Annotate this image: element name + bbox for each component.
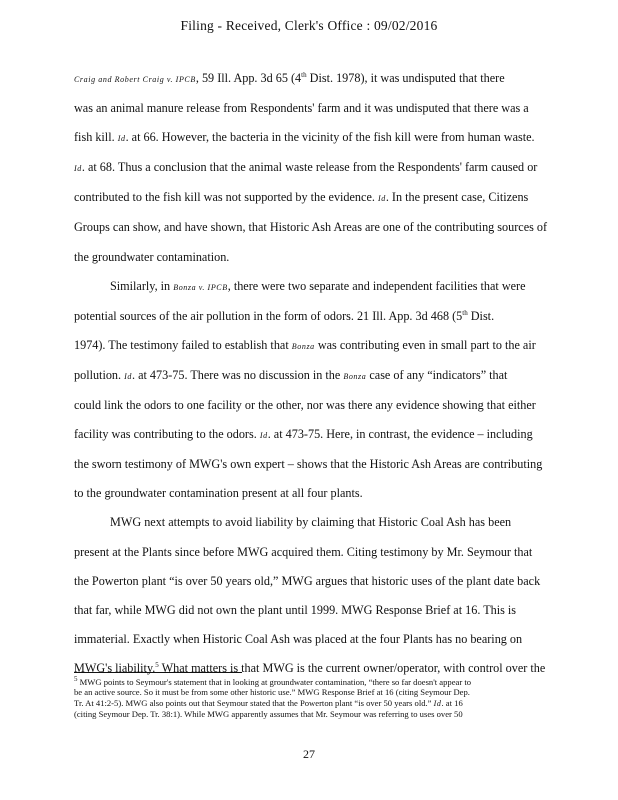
text-run: Tr. At 41:2-5). MWG also points out that Seymour stated that the Powerton plant “is over 50 years old.” — [74, 697, 434, 708]
text-run: . at 68. Thus a conclusion that the animal waste release from the Respondents' farm caused or — [81, 160, 538, 175]
text-run: Dist. — [467, 308, 495, 323]
body-line — [74, 183, 600, 213]
body-line — [74, 302, 600, 331]
body-line — [74, 479, 600, 508]
text-run: fish kill. — [74, 130, 118, 145]
text-run: , 59 Ill. App. 3d 65 (4 — [195, 71, 302, 85]
text-run: immaterial. Exactly when Historic Coal Ash was placed at the four Plants has no bearing on — [74, 631, 523, 646]
citation-text: Bonza — [291, 341, 315, 351]
text-run: the groundwater contamination. — [74, 249, 230, 264]
citation-text: Id — [377, 194, 386, 204]
footnote-line — [74, 687, 600, 697]
text-run: Dist. 1978), it was undisputed that there — [306, 71, 505, 85]
text-run: MWG points to Seymour's statement that in looking at groundwater contamination, “there so far doesn't appear to — [77, 677, 472, 687]
body-line — [74, 64, 600, 94]
body-line — [74, 153, 600, 183]
footnote-line — [74, 709, 600, 719]
text-run: pollution. — [74, 367, 125, 382]
body-line — [74, 213, 600, 242]
text-run: MWG's liability. — [74, 660, 156, 675]
text-run: to the groundwater contamination present at all four plants. — [74, 486, 363, 501]
text-run: MWG next attempts to avoid liability by claiming that Historic Coal Ash has been — [110, 515, 512, 530]
footnote-line — [74, 698, 600, 709]
citation-text: Id — [433, 698, 442, 708]
text-run: Similarly, in — [110, 278, 174, 293]
body-line — [74, 508, 600, 537]
footnote-rule — [74, 672, 242, 673]
text-run: could link the odors to one facility or the other, nor was there any evidence showing that either — [74, 398, 536, 413]
footnote — [74, 677, 600, 720]
body-text — [74, 64, 600, 683]
body-line — [74, 625, 600, 654]
body-line — [74, 567, 600, 596]
page-number: 27 — [303, 747, 315, 761]
citation-text: Bonza — [343, 371, 367, 381]
body-line — [74, 243, 600, 272]
text-run: present at the Plants since before MWG acquired them. Citing testimony by Mr. Seymour that — [74, 544, 533, 559]
text-run: was contributing even in small part to the air — [314, 337, 536, 352]
footnote-number: 5 — [74, 675, 78, 684]
text-run: . at 473-75. There was no discussion in the — [131, 367, 344, 382]
filing-header: Filing - Received, Clerk's Office : 09/02/2016 — [180, 18, 438, 33]
body-line — [74, 391, 600, 420]
footnote-line — [74, 677, 600, 687]
citation-text: Id — [117, 134, 126, 144]
body-line — [74, 331, 600, 361]
text-run: . at 473-75. Here, in contrast, the evidence – including — [267, 427, 533, 442]
text-run: , there were two separate and independent facilities that were — [227, 278, 526, 293]
citation-text: Id — [259, 431, 268, 441]
text-run: was an animal manure release from Respondents' farm and it was undisputed that there was a — [74, 101, 529, 116]
text-run: 1974). The testimony failed to establish that — [74, 337, 292, 352]
body-line — [74, 123, 600, 153]
citation-text: Bonza v. IPCB — [173, 282, 228, 292]
text-run: facility was contributing to the odors. — [74, 427, 260, 442]
body-line — [74, 420, 600, 450]
text-run: Groups can show, and have shown, that Historic Ash Areas are one of the contributing sources of — [74, 220, 548, 235]
text-run: (citing Seymour Dep. Tr. 38:1). While MWG apparently assumes that Mr. Seymour was referring to uses over 50 — [74, 709, 463, 720]
text-run: What matters is that MWG is the current owner/operator, with control over the — [158, 660, 546, 675]
citation-text: Id — [124, 371, 132, 381]
body-line — [74, 538, 600, 567]
text-run: the Powerton plant “is over 50 years old,” MWG argues that historic uses of the plant date back — [74, 573, 541, 588]
text-run: . In the present case, Citizens — [385, 190, 529, 205]
superscript: 5 — [155, 660, 159, 669]
superscript: th — [462, 308, 468, 317]
text-run: contributed to the fish kill was not supported by the evidence. — [74, 190, 378, 205]
text-run: case of any “indicators” that — [366, 367, 508, 382]
body-line — [74, 450, 600, 479]
body-line — [74, 94, 600, 123]
text-run: the sworn testimony of MWG's own expert – shows that the Historic Ash Areas are contributing — [74, 457, 543, 472]
body-line — [74, 361, 600, 391]
text-run: be an active source. So it must be from some other historic use.” MWG Response Brief at 16 (citing Seymour Dep. — [74, 687, 470, 698]
citation-text: Craig and Robert Craig v. IPCB — [74, 75, 196, 84]
text-run: . at 16 — [441, 697, 463, 708]
superscript: th — [301, 70, 307, 79]
citation-text: Id — [74, 164, 82, 174]
body-line — [74, 596, 600, 625]
text-run: . at 66. However, the bacteria in the vicinity of the fish kill were from human waste. — [125, 130, 535, 145]
body-line — [74, 272, 600, 302]
text-run: potential sources of the air pollution in the form of odors. 21 Ill. App. 3d 468 (5 — [74, 308, 463, 323]
text-run: that far, while MWG did not own the plant until 1999. MWG Response Brief at 16. This is — [74, 602, 517, 617]
